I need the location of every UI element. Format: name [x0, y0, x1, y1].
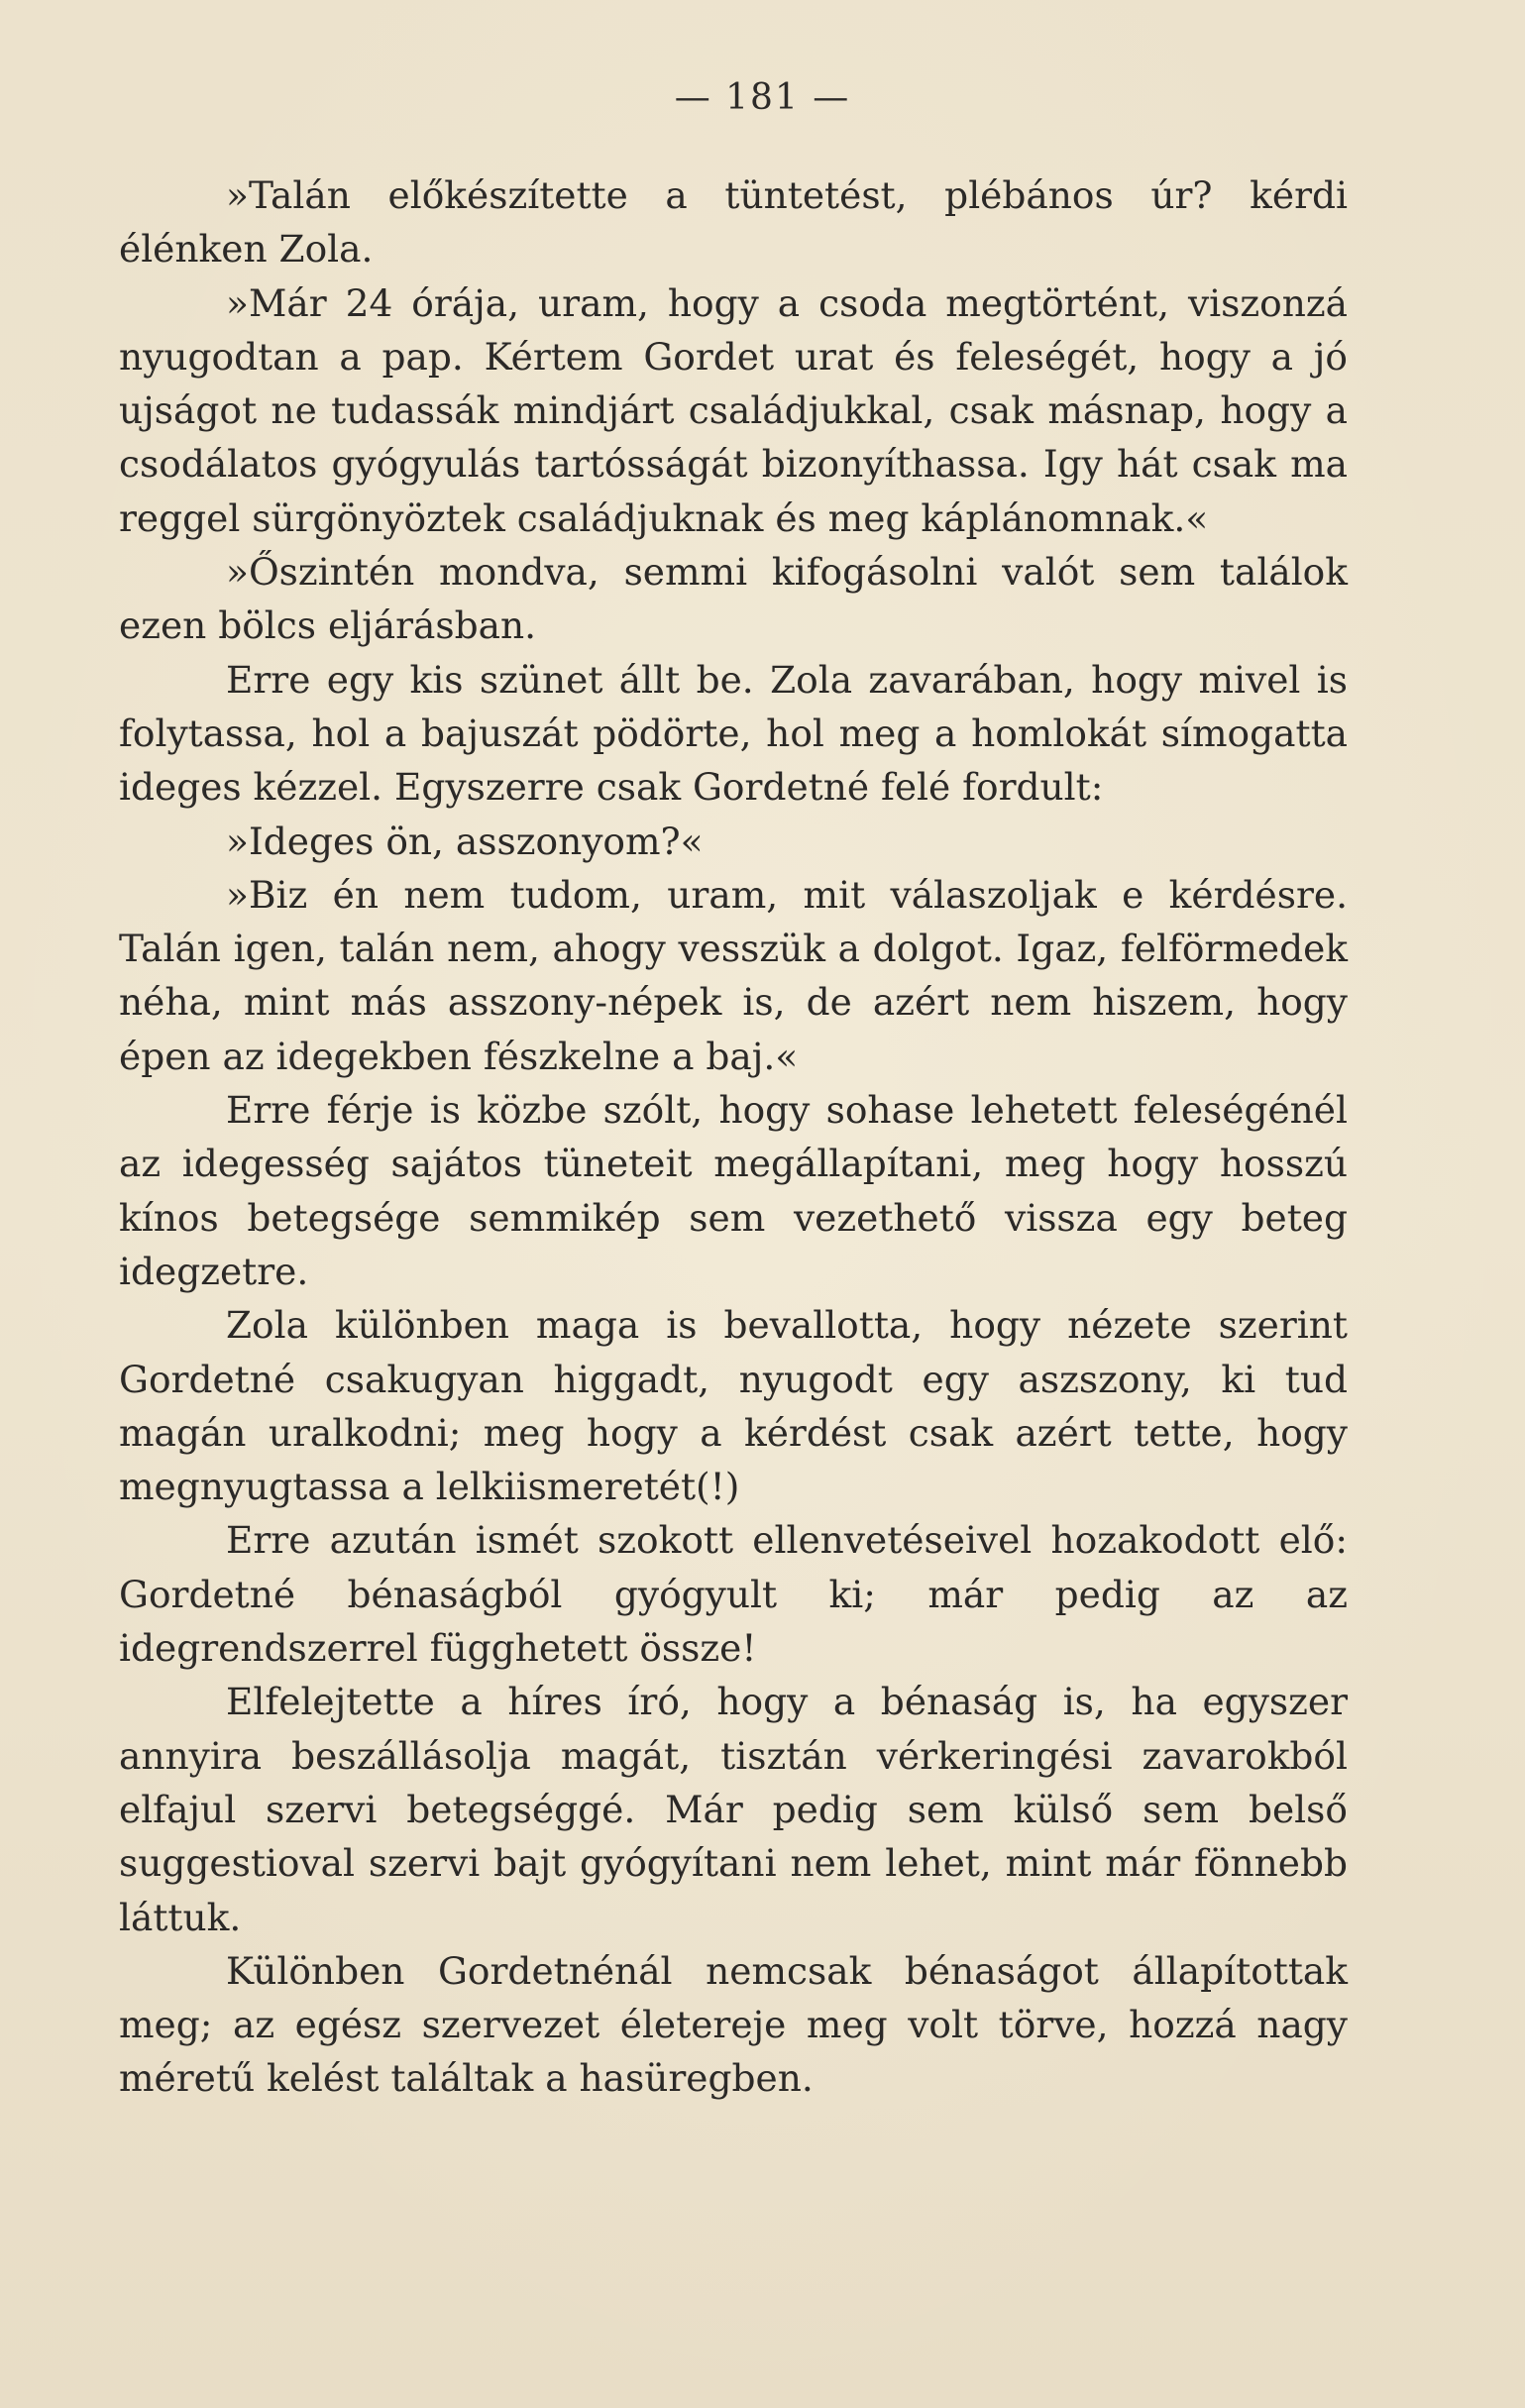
paragraph: Elfelejtette a híres író, hogy a bénaság is, ha egyszer annyira beszállásolja magát, tisztán vérkeringési zavarokból elfajul szervi betegséggé. Már pedig sem külső sem belső suggestioval szervi bajt gyógyítani nem lehet, mint már fönnebb láttuk. — [119, 1680, 1348, 1939]
paragraph: Erre azután ismét szokott ellenvetéseivel hozakodott elő: Gordetné bénaságból gyógyult ki; már pedig az az idegrendszerrel függhetett össze! — [119, 1518, 1348, 1671]
page-number: — 181 — — [674, 77, 851, 118]
paragraph: Különben Gordetnénál nemcsak bénaságot állapítottak meg; az egész szervezet életereje meg volt törve, hozzá nagy méretű kelést találtak a hasüregben. — [119, 1948, 1348, 2101]
paragraph: »Már 24 órája, uram, hogy a csoda megtörtént, viszonzá nyugodtan a pap. Kértem Gordet urat és feleségét, hogy a jó ujságot ne tudassák mindjárt családjukkal, csak másnap, hogy a csodálatos gyógyulás tartósságát bizonyíthassa. Igy hát csak ma reggel sürgönyöztek családjuknak és meg káplánomnak.« — [119, 280, 1348, 540]
paragraph: »Ideges ön, asszonyom?« — [226, 819, 704, 863]
paragraph: Zola különben maga is bevallotta, hogy nézete szerint Gordetné csakugyan higgadt, nyugodt egy aszszony, ki tud magán uralkodni; meg hogy a kérdést csak azért tette, hogy megnyugtassa a lelkiismeretét(!) — [119, 1303, 1348, 1509]
paragraph: »Biz én nem tudom, uram, mit válaszoljak e kérdésre. Talán igen, talán nem, ahogy vesszük a dolgot. Igaz, felförmedek néha, mint más asszony-népek is, de azért nem hiszem, hogy épen az idegekben fészkelne a baj.« — [119, 872, 1348, 1078]
paragraph: Erre egy kis szünet állt be. Zola zavarában, hogy mivel is folytassa, hol a bajuszát pödörte, hol meg a homlokát símogatta ideges kézzel. Egyszerre csak Gordetné felé fordult: — [119, 657, 1348, 810]
body-text — [119, 168, 1348, 2106]
paragraph: Erre férje is közbe szólt, hogy sohase lehetett feleségénél az idegesség sajátos tüneteit megállapítani, meg hogy hosszú kínos betegsége semmikép sem vezethető vissza egy beteg idegzetre. — [119, 1088, 1348, 1293]
paragraph: »Őszintén mondva, semmi kifogásolni valót sem találok ezen bölcs eljárásban. — [119, 550, 1348, 648]
paragraph: »Talán előkészítette a tüntetést, plébános úr? kérdi élénken Zola. — [119, 173, 1348, 272]
